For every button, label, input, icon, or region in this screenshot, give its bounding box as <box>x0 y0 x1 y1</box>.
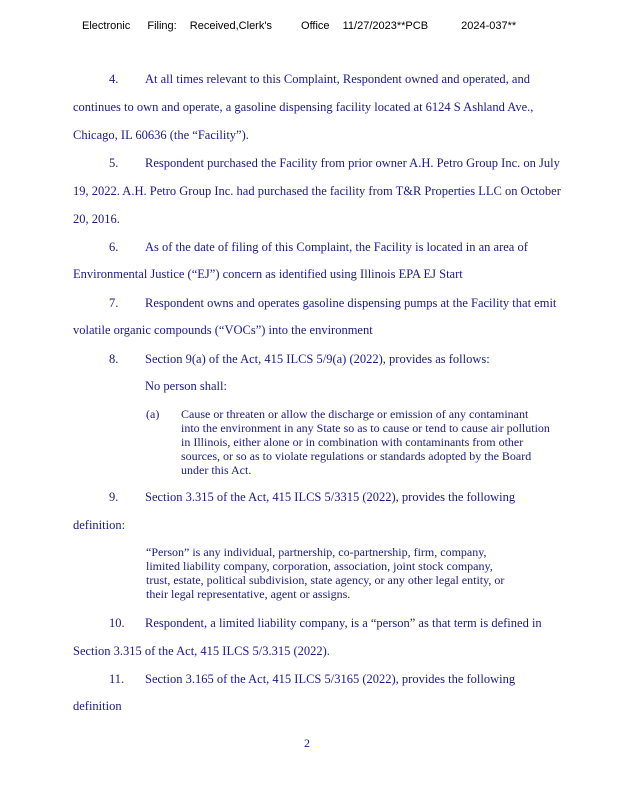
para-5-line-2: 19, 2022. A.H. Petro Group Inc. had purchased the facility from T&R Properties LLC on October <box>73 184 561 198</box>
para-8-number: 8. <box>109 352 119 366</box>
person-definition <box>146 545 504 601</box>
para-7-line-1: Respondent owns and operates gasoline dispensing pumps at the Facility that emit <box>145 296 557 310</box>
para-9-line-2: definition: <box>73 518 126 532</box>
para-8-line-1: Section 9(a) of the Act, 415 ILCS 5/9(a) (2022), provides as follows: <box>145 352 490 366</box>
filing-header <box>82 20 516 32</box>
para-5-number: 5. <box>109 156 119 170</box>
para-10-line-1: Respondent, a limited liability company, is a “person” as that term is defined in <box>145 616 542 630</box>
para-10-line-2: Section 3.315 of the Act, 415 ILCS 5/3.315 (2022). <box>73 644 330 658</box>
para-4-line-1: At all times relevant to this Complaint, Respondent owned and operated, and <box>145 72 530 86</box>
para-4-line-2: continues to own and operate, a gasoline dispensing facility located at 6124 S Ashland Ave., <box>73 100 534 114</box>
no-person-shall: No person shall: <box>145 379 227 393</box>
header-office: Office <box>301 20 330 32</box>
header-filing: Filing: <box>147 20 177 32</box>
clause-a-line: in Illinois, either alone or in combination with contaminants from other <box>181 435 524 449</box>
para-10-number: 10. <box>109 616 125 630</box>
clause-a-label: (a) <box>146 407 160 421</box>
para-11-number: 11. <box>109 672 125 686</box>
para-11-line-1: Section 3.165 of the Act, 415 ILCS 5/3165 (2022), provides the following <box>145 672 516 686</box>
header-date: 11/27/2023**PCB <box>342 20 429 32</box>
para-4-line-3: Chicago, IL 60636 (the “Facility”). <box>73 128 249 142</box>
person-definition-line: trust, estate, political subdivision, state agency, or any other legal entity, or <box>146 573 505 587</box>
clause-a-text <box>181 407 550 477</box>
header-electronic: Electronic <box>82 20 131 32</box>
para-5-line-1: Respondent purchased the Facility from prior owner A.H. Petro Group Inc. on July <box>145 156 560 170</box>
para-9-line-1: Section 3.315 of the Act, 415 ILCS 5/3315 (2022), provides the following <box>145 490 516 504</box>
clause-a-line: sources, or so as to violate regulations or standards adopted by the Board <box>181 449 532 463</box>
clause-a-line: Cause or threaten or allow the discharge or emission of any contaminant <box>181 407 529 421</box>
para-9-number: 9. <box>109 490 119 504</box>
para-5-line-3: 20, 2016. <box>73 212 120 226</box>
para-7-number: 7. <box>109 296 119 310</box>
clause-a-line: into the environment in any State so as to cause or tend to cause air pollution <box>181 421 550 435</box>
page-number: 2 <box>304 736 310 750</box>
person-definition-line: “Person” is any individual, partnership, co-partnership, firm, company, <box>146 545 487 559</box>
para-7-line-2: volatile organic compounds (“VOCs”) into the environment <box>73 323 373 337</box>
para-6-number: 6. <box>109 240 119 254</box>
para-6-line-2: Environmental Justice (“EJ”) concern as identified using Illinois EPA EJ Start <box>73 267 463 281</box>
para-6-line-1: As of the date of filing of this Complaint, the Facility is located in an area of <box>145 240 528 254</box>
para-11-line-2: definition <box>73 699 122 713</box>
para-4-number: 4. <box>109 72 119 86</box>
clause-a-line: under this Act. <box>181 463 252 477</box>
header-received: Received,Clerk's <box>189 20 272 32</box>
header-case: 2024-037** <box>461 20 517 32</box>
person-definition-line: their legal representative, agent or assigns. <box>146 587 351 601</box>
person-definition-line: limited liability company, corporation, association, joint stock company, <box>146 559 493 573</box>
